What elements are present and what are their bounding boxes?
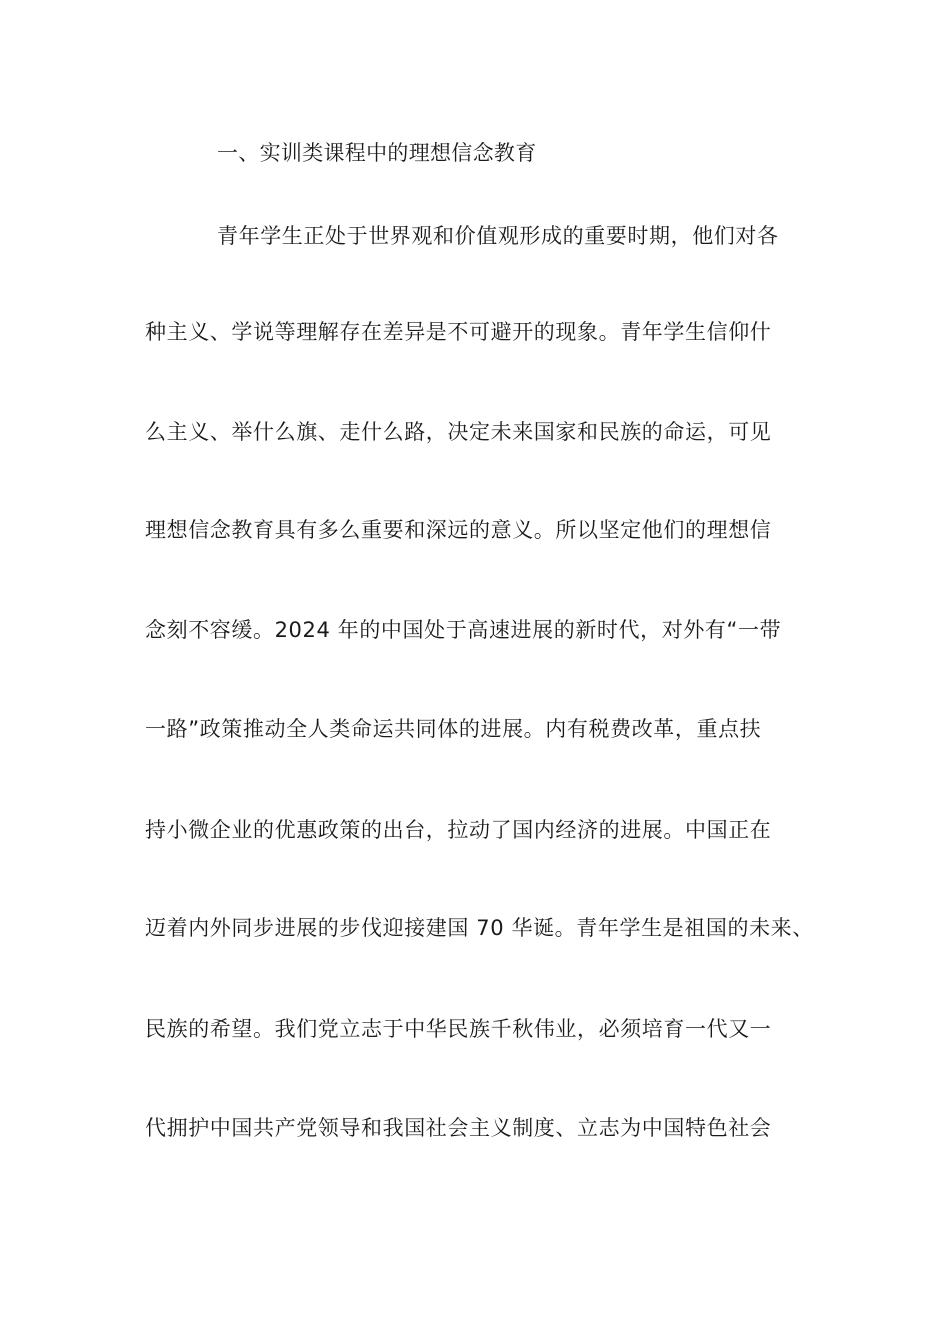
paragraph-line: 一路”政策推动全人类命运共同体的进展。内有税费改革，重点扶 [145,717,762,741]
section-heading: 一、实训类课程中的理想信念教育 [217,141,537,165]
paragraph-line: 念刻不容缓。2024 年的中国处于高速进展的新时代，对外有“一带 [145,618,782,642]
paragraph-line: 理想信念教育具有多么重要和深远的意义。所以坚定他们的理想信 [145,518,772,542]
paragraph-line: 青年学生正处于世界观和价值观形成的重要时期，他们对各 [217,224,779,248]
paragraph-line: 代拥护中国共产党领导和我国社会主义制度、立志为中国特色社会 [145,1116,772,1140]
paragraph-line: 民族的希望。我们党立志于中华民族千秋伟业，必须培育一代又一 [145,1017,772,1041]
paragraph-line: 么主义、举什么旗、走什么路，决定未来国家和民族的命运，可见 [145,420,772,444]
paragraph-line: 迈着内外同步进展的步伐迎接建国 70 华诞。青年学生是祖国的未来、 [145,916,814,940]
paragraph-line: 持小微企业的优惠政策的出台，拉动了国内经济的进展。中国正在 [145,818,772,842]
paragraph-line: 种主义、学说等理解存在差异是不可避开的现象。青年学生信仰什 [145,320,772,344]
